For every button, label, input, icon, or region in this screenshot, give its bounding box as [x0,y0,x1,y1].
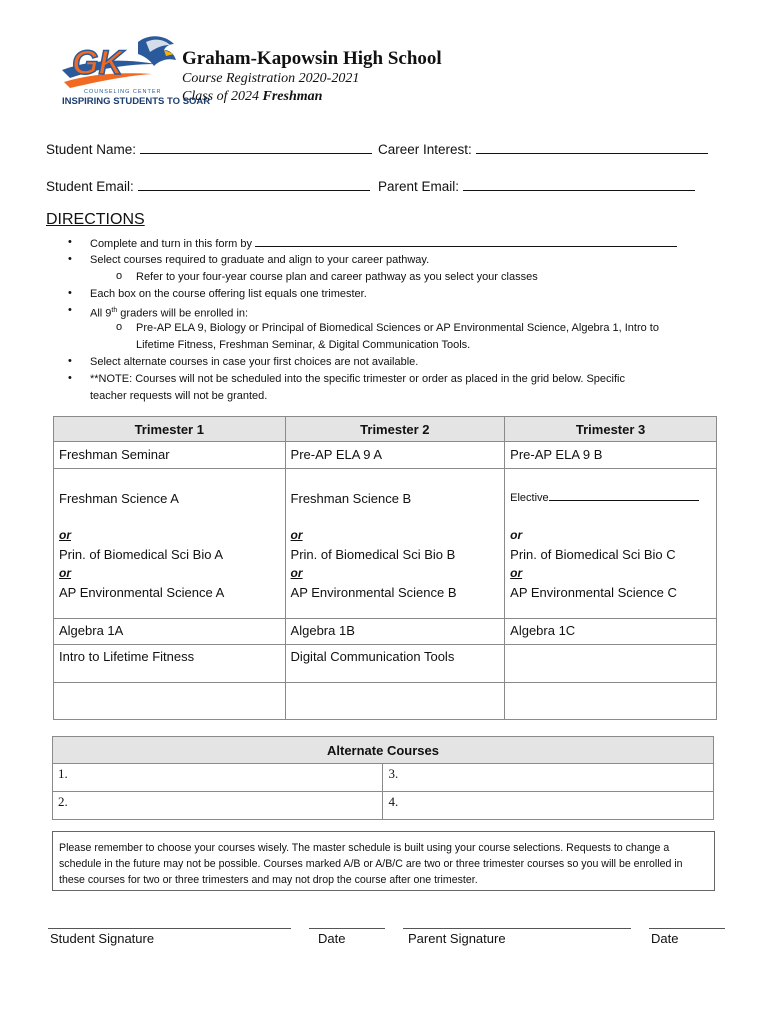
trimester-3-header: Trimester 3 [505,417,717,442]
student-name-input[interactable] [140,140,372,154]
elective-field: Elective [510,489,711,508]
date-label-1: Date [318,931,346,946]
school-name: Graham-Kapowsin High School [182,48,442,69]
science-cell-t1: Freshman Science A or Prin. of Biomedical Sci Bio A or AP Environmental Science A [54,469,286,619]
schedule-header-row [54,417,717,442]
bullet: • [68,372,72,384]
career-interest-field [378,140,708,157]
notice-box: Please remember to choose your courses wisely. The master schedule is built using your course selections. Requests to change a schedule in the future may not be possible. Courses marked A/B or A/B/C are two or three trimester courses so you will be enrolled in these courses for two or three trimesters and may not drop the course after one trimester. [52,831,715,891]
course-cell: Freshman Seminar [54,442,286,469]
career-interest-input[interactable] [476,140,708,154]
parent-email-field [378,177,695,194]
course-cell: Digital Communication Tools [285,645,505,683]
direction-item-3: Each box on the course offering list equals one trimester. [90,288,367,300]
schedule-table [53,416,717,720]
bullet: • [68,287,72,299]
table-row [53,792,714,820]
bullet: • [68,236,72,248]
course-cell: Algebra 1C [505,619,717,645]
course-cell: Algebra 1A [54,619,286,645]
direction-item-5: Select alternate courses in case your first choices are not available. [90,356,419,368]
course-cell: Intro to Lifetime Fitness [54,645,286,683]
direction-item-4-sub-line2: Lifetime Fitness, Freshman Seminar, & Digital Communication Tools. [136,339,471,351]
sub-bullet: o [116,321,123,333]
student-name-field [46,140,372,157]
alternate-slot-1[interactable]: 1. [53,764,383,792]
class-of: Class of 2024 Freshman [182,89,323,104]
directions-heading: DIRECTIONS [46,211,145,228]
alternate-slot-4[interactable]: 4. [383,792,714,820]
logo-graphic [60,30,211,108]
date-line-1[interactable] [309,928,385,929]
direction-item-2-sub: Refer to your four-year course plan and career pathway as you select your classes [136,271,538,283]
parent-signature-label: Parent Signature [408,931,506,946]
logo-center-text: COUNSELING CENTER [84,89,162,95]
empty-cell[interactable] [285,683,505,720]
direction-item-6-line2: teacher requests will not be granted. [90,390,268,402]
bullet: • [68,355,72,367]
table-row [53,764,714,792]
science-cell-t2: Freshman Science B or Prin. of Biomedical Sci Bio B or AP Environmental Science B [285,469,505,619]
career-interest-label: Career Interest: [378,142,472,157]
student-signature-line[interactable] [48,928,291,929]
course-cell: Algebra 1B [285,619,505,645]
parent-email-label: Parent Email: [378,179,460,194]
table-row [54,683,717,720]
bullet: • [68,253,72,265]
logo-tagline: INSPIRING STUDENTS TO SOAR [62,96,211,107]
elective-input[interactable] [549,490,699,501]
school-logo [60,30,211,108]
alternate-slot-2[interactable]: 2. [53,792,383,820]
direction-item-4-sub-line1: Pre-AP ELA 9, Biology or Principal of Biomedical Sciences or AP Environmental Science, Algebra 1, Intro to [136,322,659,334]
table-row [54,469,717,619]
course-cell: Pre-AP ELA 9 B [505,442,717,469]
date-label-2: Date [651,931,679,946]
class-level: Freshman [262,89,323,104]
student-email-label: Student Email: [46,179,134,194]
date-line-2[interactable] [649,928,725,929]
table-row [54,442,717,469]
parent-signature-line[interactable] [403,928,631,929]
registration-title: Course Registration 2020-2021 [182,71,360,86]
sub-bullet: o [116,270,123,282]
table-row [54,619,717,645]
student-signature-label: Student Signature [50,931,155,946]
bullet: • [68,304,72,316]
direction-item-2: Select courses required to graduate and align to your career pathway. [90,254,430,266]
alternate-courses-header: Alternate Courses [53,737,714,764]
direction-item-6-line1: **NOTE: Courses will not be scheduled into the specific trimester or order as placed in the grid below. Specific [90,373,625,385]
direction-item-4: All 9th graders will be enrolled in: [90,307,249,320]
empty-cell[interactable] [505,683,717,720]
science-cell-t3: Elective or Prin. of Biomedical Sci Bio C or AP Environmental Science C [505,469,717,619]
direction-item-1: Complete and turn in this form by [90,236,677,251]
alternate-courses-table [52,736,714,820]
student-email-field [46,177,370,194]
trimester-2-header: Trimester 2 [285,417,505,442]
table-row [54,645,717,683]
empty-cell[interactable] [54,683,286,720]
student-name-label: Student Name: [46,142,137,157]
course-cell [505,645,717,683]
due-date-input[interactable] [255,236,677,247]
course-cell: Pre-AP ELA 9 A [285,442,505,469]
trimester-1-header: Trimester 1 [54,417,286,442]
logo-letters: GK [72,44,123,82]
student-email-input[interactable] [138,177,370,191]
alternate-slot-3[interactable]: 3. [383,764,714,792]
parent-email-input[interactable] [463,177,695,191]
